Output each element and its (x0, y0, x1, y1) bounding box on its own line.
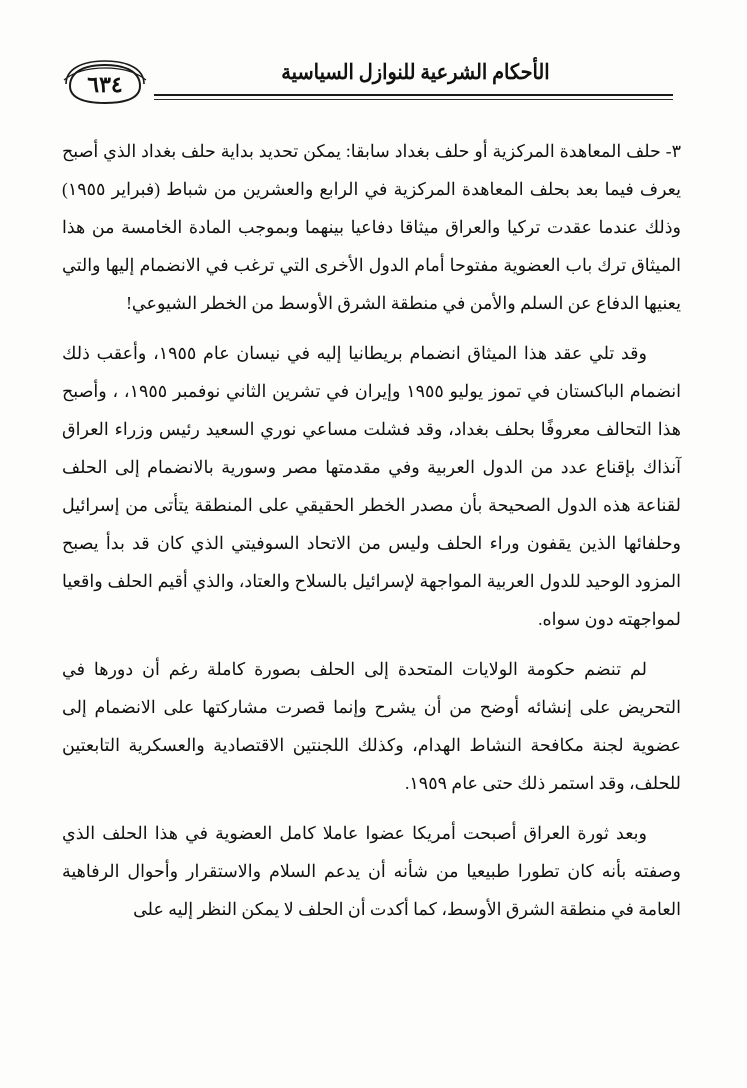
header-rule-thin (154, 99, 673, 100)
page-body (62, 132, 681, 928)
paragraph-spacer (62, 640, 681, 650)
running-head-title: الأحكام الشرعية للنوازل السياسية (281, 60, 550, 84)
paragraph-spacer (62, 804, 681, 814)
paragraph-spacer (62, 324, 681, 334)
header-rule-thick (154, 94, 673, 96)
page-number-badge (62, 60, 148, 106)
paragraph-1: ٣- حلف المعاهدة المركزية أو حلف بغداد سابقا: يمكن تحديد بداية حلف بغداد الذي أصبح يعرف فيما بعد بحلف المعاهدة المركزية في الرابع والعشرين من شباط (فبراير ١٩٥٥) وذلك عندما عقدت تركيا والعراق ميثاقا دفاعيا بينهما وبموجب المادة الخامسة من هذا الميثاق ترك باب العضوية مفتوحا أمام الدول الأخرى التي ترغب في الانضمام إليها والتي يعنيها الدفاع عن السلم والأمن في منطقة الشرق الأوسط من الخطر الشيوعي! (62, 141, 681, 313)
paragraph-3: لم تنضم حكومة الولايات المتحدة إلى الحلف بصورة كاملة رغم أن دورها في التحريض على إنشائه أوضح من أن يشرح وإنما قصرت مشاركتها على الانضمام إلى عضوية لجنة مكافحة النشاط الهدام، وكذلك اللجنتين الاقتصادية والعسكرية التابعتين للحلف، وقد استمر ذلك حتى عام ١٩٥٩. (62, 659, 681, 793)
page-number: ٦٣٤ (87, 72, 123, 97)
paragraph-4: وبعد ثورة العراق أصبحت أمريكا عضوا عاملا كامل العضوية في هذا الحلف الذي وصفته بأنه كان تطورا طبيعيا من شأنه أن يدعم السلام والاستقرار وأحوال الرفاهية العامة في منطقة الشرق الأوسط، كما أكدت أن الحلف لا يمكن النظر إليه على (62, 823, 681, 919)
paragraph-2: وقد تلي عقد هذا الميثاق انضمام بريطانيا إليه في نيسان عام ١٩٥٥، وأعقب ذلك انضمام الباكستان في تموز يوليو ١٩٥٥ وإيران في تشرين الثاني نوفمبر ١٩٥٥، ، وأصبح هذا التحالف معروفًا بحلف بغداد، وقد فشلت مساعي نوري السعيد رئيس وزراء العراق آنذاك بإقناع عدد من الدول العربية وفي مقدمتها مصر وسورية بالانضمام إلى الحلف لقناعة هذه الدول الصحيحة بأن مصدر الخطر الحقيقي على المنطقة يتأتى من إسرائيل وحلفائها الذين يقفون وراء الحلف وليس من الاتحاد السوفيتي الذي كان قد بدأ يصبح المزود الوحيد للدول العربية المواجهة لإسرائيل بالسلاح والعتاد، والذي أقيم الحلف واقعيا لمواجهته دون سواه. (62, 343, 682, 629)
page-header (62, 52, 685, 110)
